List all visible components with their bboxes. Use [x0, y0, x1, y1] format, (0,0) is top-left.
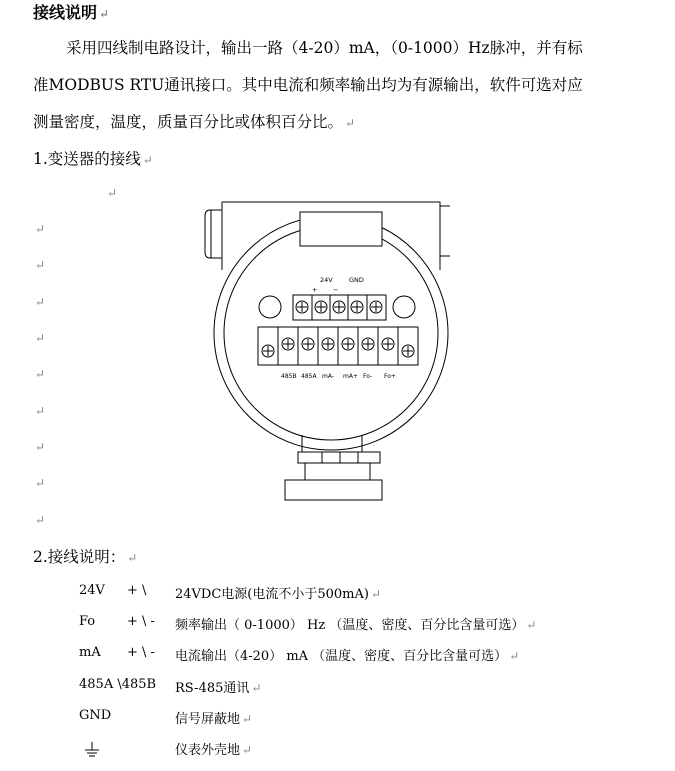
return-mark: ↵	[35, 476, 46, 490]
return-mark: ↵	[142, 153, 153, 167]
return-mark: ↵	[35, 367, 46, 381]
intro-line-2-text: 准MODBUS RTU通讯接口。其中电流和频率输出均为有源输出，软件可选对应	[33, 76, 583, 94]
label-plus: +	[312, 286, 318, 294]
section-2-heading	[33, 545, 137, 567]
section-1-heading	[33, 147, 153, 169]
wiring-row-485	[0, 677, 675, 697]
terminal-name: mA	[79, 645, 101, 660]
return-mark: ↵	[35, 258, 46, 272]
intro-line-2	[33, 73, 583, 95]
terminal-name: 24V	[79, 583, 105, 598]
page-title	[33, 0, 109, 23]
terminal-description: 信号屏蔽地 ↵	[175, 712, 253, 727]
terminal-description: 24VDC电源(电流不小于500mA) ↵	[175, 587, 382, 602]
label-485a: 485A	[301, 373, 317, 380]
terminal-polarity: + \ -	[127, 645, 155, 660]
intro-line-3-text: 测量密度，温度，质量百分比或体积百分比。	[33, 113, 344, 131]
section-1-text: 1.变送器的接线	[33, 150, 141, 168]
intro-line-1	[66, 36, 583, 58]
wiring-row-fo	[0, 614, 675, 634]
return-mark: ↵	[35, 440, 46, 454]
neck-collar	[298, 452, 380, 463]
return-mark: ↵	[35, 404, 46, 418]
label-fo-minus: Fo-	[363, 373, 373, 380]
return-mark: ↵	[35, 295, 46, 309]
terminal-description: 仪表外壳地 ↵	[175, 743, 253, 758]
label-ma-minus: mA-	[322, 373, 334, 380]
mounting-base	[285, 480, 382, 500]
label-fo-plus: Fo+	[384, 373, 396, 380]
section-2-text: 2.接线说明：	[33, 548, 126, 566]
label-gnd: GND	[349, 276, 364, 284]
terminal-description: 频率输出（ 0-1000） Hz （温度、密度、百分比含量可选） ↵	[175, 618, 537, 633]
return-mark: ↵	[345, 116, 356, 130]
return-mark: ↵	[35, 222, 46, 236]
return-mark: ↵	[127, 551, 138, 565]
wiring-row-ma	[0, 645, 675, 665]
right-cable-gland	[440, 206, 450, 256]
terminal-description: 电流输出（4-20） mA （温度、密度、百分比含量可选） ↵	[175, 649, 520, 664]
title-text: 接线说明	[33, 3, 98, 22]
display-window	[300, 212, 382, 246]
terminal-name: 485A \485B	[79, 677, 157, 692]
return-mark: ↵	[99, 7, 110, 21]
label-ma-plus: mA+	[343, 373, 358, 380]
intro-line-1-text: 采用四线制电路设计，输出一路（4-20）mA，（0-1000）Hz脉冲，并有标	[66, 39, 583, 57]
terminal-description: RS-485通讯 ↵	[175, 681, 262, 696]
label-minus: −	[333, 286, 339, 294]
terminal-name: Fo	[79, 614, 96, 629]
terminal-polarity: + \	[127, 583, 147, 598]
return-mark: ↵	[35, 513, 46, 527]
label-24v: 24V	[320, 276, 333, 284]
left-cable-gland	[205, 210, 222, 258]
wiring-row-24v	[0, 583, 675, 603]
wiring-row-earth	[0, 739, 675, 761]
intro-line-3	[33, 110, 355, 132]
return-mark: ↵	[35, 331, 46, 345]
neck-stem	[305, 463, 370, 480]
label-485b: 485B	[281, 373, 297, 380]
wiring-row-gnd	[0, 708, 675, 728]
return-mark: ↵	[107, 186, 118, 200]
terminal-name: GND	[79, 708, 112, 723]
ground-icon	[84, 741, 100, 763]
terminal-polarity: + \ -	[127, 614, 155, 629]
transmitter-wiring-diagram	[195, 195, 450, 505]
